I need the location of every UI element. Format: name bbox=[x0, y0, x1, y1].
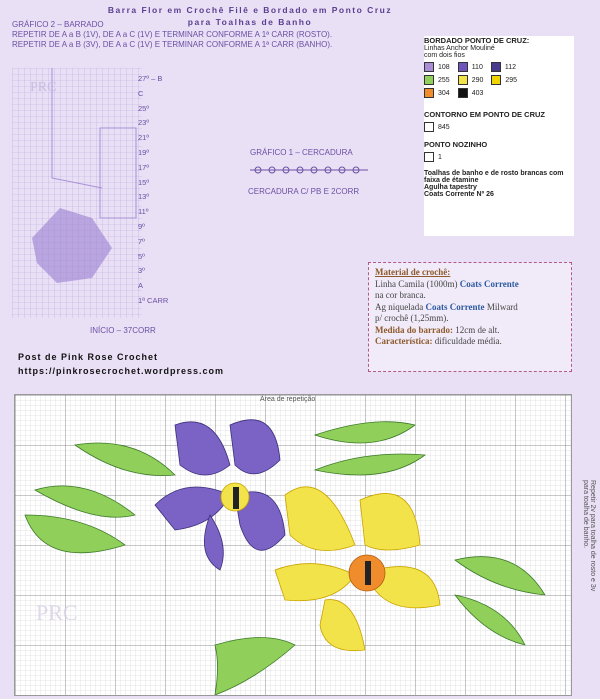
materials-text: Linha Camila (1000m) bbox=[375, 278, 460, 289]
row-label: 9º bbox=[138, 221, 145, 231]
materials-height bbox=[375, 325, 565, 337]
swatch-label: 290 bbox=[471, 76, 484, 84]
legend-swatch-row bbox=[424, 62, 574, 72]
row-label: 11º bbox=[138, 207, 149, 217]
legend-heading: BORDADO PONTO DE CRUZ: bbox=[424, 36, 530, 45]
row-label: 23º bbox=[138, 118, 150, 128]
materials-heading: Material de crochê: bbox=[375, 267, 451, 277]
swatch-label: 403 bbox=[471, 89, 484, 97]
row-label: 13º bbox=[138, 192, 150, 202]
swatch-label: 295 bbox=[505, 76, 518, 84]
materials-line-2: na cor branca. bbox=[375, 290, 426, 300]
chart-watermark: PRC bbox=[36, 600, 78, 625]
legend-needle: Agulha tapestry bbox=[424, 184, 477, 191]
row-label: 25º bbox=[138, 103, 150, 113]
swatch-304 bbox=[424, 88, 434, 98]
legend-strands: com dois fios bbox=[424, 52, 465, 59]
credit-url[interactable]: https://pinkrosecrochet.wordpress.com bbox=[18, 366, 225, 376]
border-chart bbox=[250, 162, 370, 178]
credit-post: Post de Pink Rose Crochet bbox=[18, 352, 159, 362]
materials-panel bbox=[368, 262, 572, 372]
swatch-108 bbox=[424, 62, 434, 72]
row-label: 7º bbox=[138, 236, 145, 246]
brand-name: Coats Corrente bbox=[425, 301, 485, 312]
outline-num: 845 bbox=[438, 123, 450, 131]
instructions-line-1: REPETIR DE A a B (1V), DE A a C (1V) E TERMINAR CONFORME A 1ª CARR (ROSTO). bbox=[12, 30, 333, 39]
materials-line-4: p/ crochê (1,25mm). bbox=[375, 313, 449, 323]
swatch-label: 255 bbox=[438, 76, 450, 84]
legend-towels: Toalhas de banho e de rosto brancas com faixa de étamine bbox=[424, 170, 564, 184]
legend-thread: Coats Corrente Nº 26 bbox=[424, 191, 494, 198]
outline-heading: CONTORNO EM PONTO DE CRUZ bbox=[424, 110, 545, 119]
instructions bbox=[12, 20, 332, 50]
swatch-112 bbox=[491, 62, 501, 72]
instructions-heading: GRÁFICO 2 – BARRADO bbox=[12, 20, 104, 29]
materials-feature bbox=[375, 336, 565, 348]
swatch-295 bbox=[491, 75, 501, 85]
materials-line-1 bbox=[375, 279, 565, 291]
row-label: 19º bbox=[138, 147, 150, 157]
swatch-label: 112 bbox=[504, 63, 517, 71]
feature-label: Característica: bbox=[375, 336, 433, 346]
row-label: 3º bbox=[138, 266, 145, 276]
swatch-label: 108 bbox=[438, 63, 450, 71]
brand-name: Coats Corrente bbox=[459, 278, 519, 289]
legend-swatch-row bbox=[424, 75, 574, 85]
side-note: Repetir 2v para toalha de rosto e 3v para toalha de banho. bbox=[582, 480, 596, 592]
row-label: C bbox=[138, 88, 144, 98]
materials-text: Ag niquelada bbox=[375, 301, 426, 312]
filet-grid bbox=[12, 68, 142, 318]
row-label: 15º bbox=[138, 177, 150, 187]
swatch-255 bbox=[424, 75, 434, 85]
row-label: 17º bbox=[138, 162, 150, 172]
filet-row-labels bbox=[138, 72, 168, 309]
swatch-label: 304 bbox=[438, 89, 450, 97]
filet-watermark: PRC bbox=[30, 80, 57, 95]
swatch-label: 110 bbox=[471, 63, 483, 71]
border-chart-label: GRÁFICO 1 – CERCADURA bbox=[250, 148, 353, 157]
height-label: Medida do barrado: bbox=[375, 324, 454, 335]
materials-line-3 bbox=[375, 302, 565, 314]
legend-threads: Linhas Anchor Mouliné bbox=[424, 45, 495, 52]
border-chart-caption: CERCADURA C/ PB E 2CORR bbox=[248, 187, 360, 196]
row-label: 27º – B bbox=[138, 74, 163, 83]
outline-row bbox=[424, 122, 574, 132]
repeat-label: Área de repetição bbox=[260, 396, 316, 403]
knot-swatch bbox=[424, 152, 434, 162]
row-label: 1ª CARR bbox=[138, 295, 169, 305]
swatch-403 bbox=[458, 88, 468, 98]
row-label: A bbox=[138, 281, 144, 291]
knot-num: 1 bbox=[438, 153, 442, 161]
feature-value: dificuldade média. bbox=[432, 336, 502, 346]
cross-stitch-chart bbox=[14, 394, 572, 696]
cross-stitch-svg bbox=[15, 395, 571, 695]
height-value: 12cm de alt. bbox=[453, 324, 500, 335]
instructions-line-2: REPETIR DE A a B (3V), DE A a C (1V) E TERMINAR CONFORME A 1ª CARR (BANHO). bbox=[12, 40, 333, 49]
row-label: 5º bbox=[138, 251, 145, 261]
swatch-110 bbox=[458, 62, 468, 72]
knot-heading: PONTO NOZINHO bbox=[424, 140, 488, 149]
legend-panel bbox=[424, 36, 574, 236]
row-label: 21º bbox=[138, 133, 150, 143]
materials-text: Milward bbox=[484, 301, 518, 312]
title-line-2: para Toalhas de Banho bbox=[187, 17, 313, 27]
swatch-290 bbox=[458, 75, 468, 85]
knot-row bbox=[424, 152, 574, 162]
title-line-1: Barra Flor em Crochê Filê e Bordado em Ponto Cruz bbox=[107, 5, 393, 15]
filet-start-label: INÍCIO – 37CORR bbox=[90, 326, 156, 335]
legend-swatch-row bbox=[424, 88, 574, 98]
outline-swatch bbox=[424, 122, 434, 132]
